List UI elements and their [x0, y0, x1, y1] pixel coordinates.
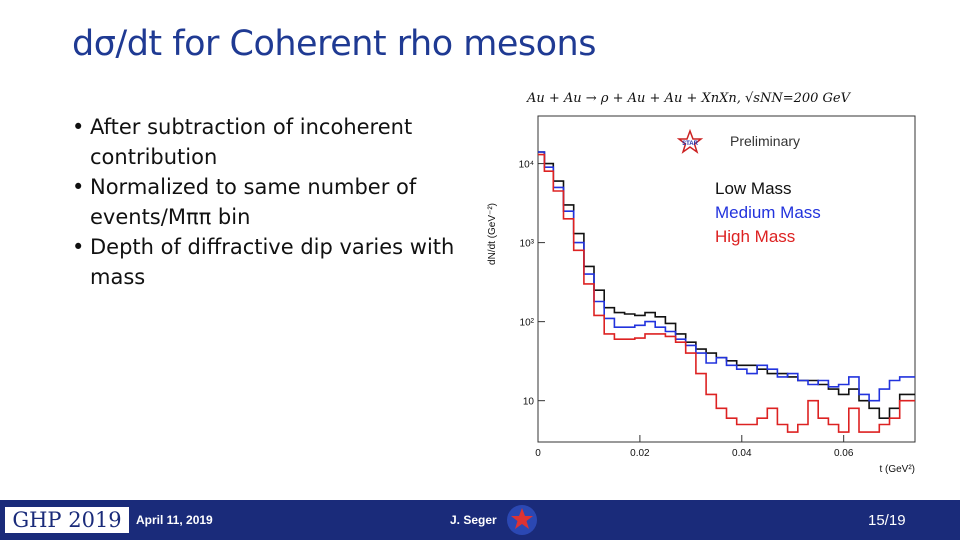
legend-high-mass: High Mass — [715, 227, 796, 246]
star-logo-icon — [498, 503, 546, 537]
bullet-text: Normalized to same number of events/Mππ bin — [90, 175, 417, 229]
bullet-text: After subtraction of incoherent contribution — [90, 115, 413, 169]
bullet-text: Depth of diffractive dip varies with mass — [90, 235, 455, 289]
dsigma-dt-chart — [475, 84, 935, 484]
bullet-item — [72, 172, 472, 232]
legend-low-mass: Low Mass — [715, 179, 792, 198]
chart-legend — [715, 179, 821, 246]
bullet-dot: • — [72, 235, 85, 259]
page-number: 15/19 — [868, 512, 906, 529]
footer-bar — [0, 500, 960, 540]
y-axis-label: dN/dt (GeV⁻²) — [487, 203, 498, 265]
y-tick-label: 10³ — [519, 238, 534, 250]
footer-date: April 11, 2019 — [136, 513, 213, 527]
x-tick-label: 0.04 — [732, 448, 752, 459]
bullet-dot: • — [72, 115, 85, 139]
chart-title: Au + Au → ρ + Au + Au + XnXn, √sNN=200 GeV — [527, 91, 851, 106]
slide-title: dσ/dt for Coherent rho mesons — [72, 24, 596, 64]
y-tick-label: 10² — [519, 317, 534, 329]
bullet-item — [72, 232, 472, 292]
footer-author: J. Seger — [450, 513, 497, 527]
y-tick-label: 10 — [522, 396, 534, 408]
preliminary-label: Preliminary — [730, 133, 801, 149]
x-tick-label: 0 — [535, 448, 541, 459]
x-tick-label: 0.06 — [833, 448, 854, 459]
legend-medium-mass: Medium Mass — [715, 203, 821, 222]
bullet-dot: • — [72, 175, 85, 199]
svg-text:STAR: STAR — [682, 141, 698, 147]
star-preliminary-icon — [679, 131, 701, 152]
bullet-list — [72, 112, 472, 292]
y-tick-label: 10⁴ — [518, 159, 534, 171]
x-tick-label: 0.02 — [630, 448, 650, 459]
conference-logo: GHP 2019 — [5, 507, 129, 533]
bullet-item — [72, 112, 472, 172]
x-axis-label: t (GeV²) — [879, 464, 915, 475]
